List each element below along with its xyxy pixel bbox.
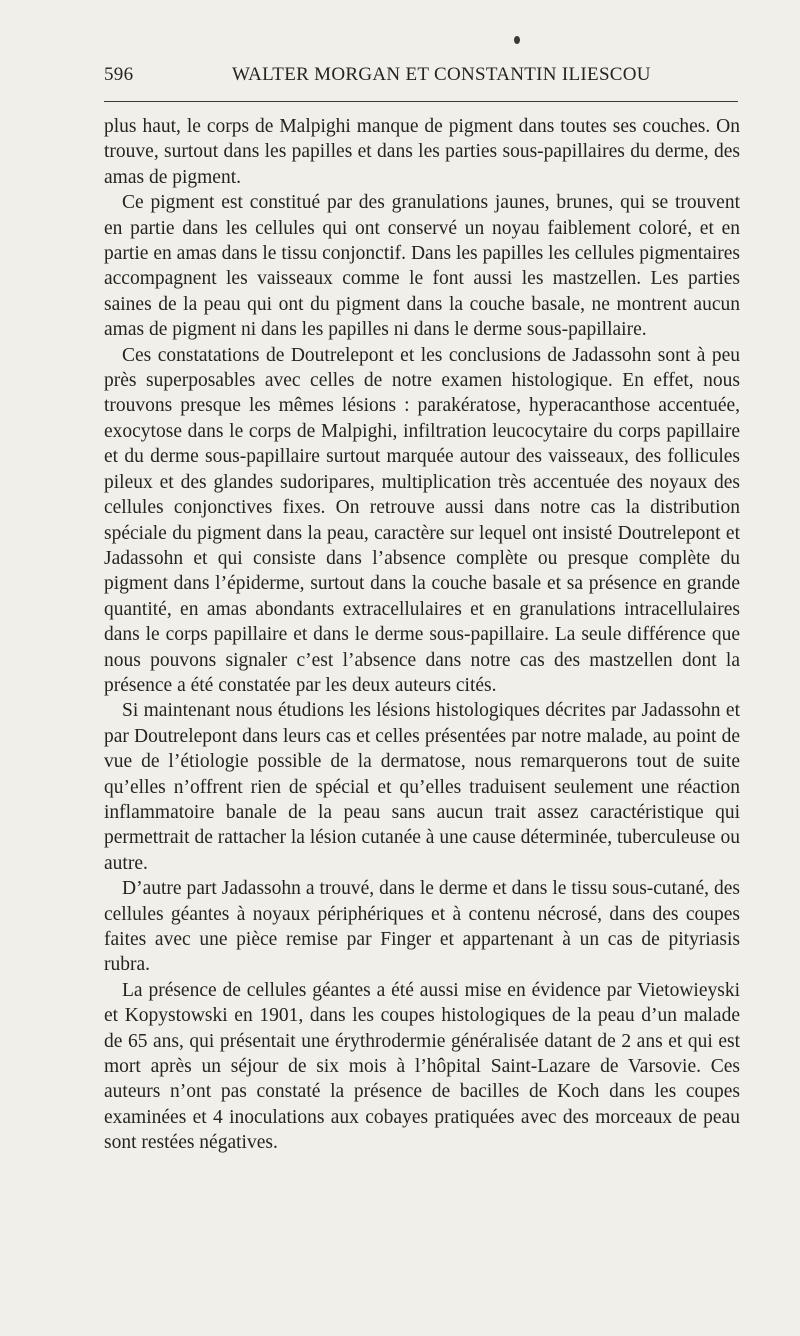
paragraph: La présence de cellules géantes a été aussi mise en évidence par Vietowieyski et Kopystowski en 1901, dans les coupes histologiques de la peau d’un malade de 65 ans, qui présentait une érythrodermie généralisée datant de 2 ans et qui est mort après un séjour de six mois à l’hôpital Saint-Lazare de Varsovie. Ces auteurs n’ont pas constaté la présence de bacilles de Koch dans les coupes examinées et 4 inoculations aux cobayes pratiquées avec des morceaux de peau sont restées négatives. [104,979,740,1154]
running-title: WALTER MORGAN ET CONSTANTIN ILIESCOU [232,64,651,85]
body-text [104,114,740,1156]
paragraph: D’autre part Jadassohn a trouvé, dans le derme et dans le tissu sous-cutané, des cellules géantes à noyaux périphériques et à contenu nécrosé, dans des coupes faites avec une pièce remise par Finger et appartenant à un cas de pityriasis rubra. [104,878,740,976]
paragraph: Ces constatations de Doutrelepont et les conclusions de Jadassohn sont à peu près superposables avec celles de notre examen histologique. En effet, nous trouvons presque les mêmes lésions : parakératose, hyperacanthose accentuée, exocytose dans le corps de Malpighi, infiltration leucocytaire du corps papillaire et du derme sous-papillaire surtout marquée autour des vaisseaux, des follicules pileux et des glandes sudoripares, multiplication très accentuée des noyaux des cellules conjonctives fixes. On retrouve aussi dans notre cas la distribution spéciale du pigment dans la peau, caractère sur lequel ont insisté Doutrelepont et Jadassohn et qui consiste dans l’absence complète ou presque complète du pigment dans l’épiderme, surtout dans la couche basale et sa présence en grande quantité, en amas abondants extracellulaires et en granulations intracellulaires dans le corps papillaire et dans le derme sous-papillaire. La seule différence que nous pouvons signaler c’est l’absence dans notre cas des mastzellen dont la présence a été constatée par les deux auteurs cités. [104,344,740,696]
paragraph: Ce pigment est constitué par des granulations jaunes, brunes, qui se trouvent en partie dans les cellules qui ont conservé un noyau faiblement coloré, et en partie en amas dans le tissu conjonctif. Dans les papilles les cellules pigmentaires accompagnent les vaisseaux comme le font aussi les mastzellen. Les parties saines de la peau qui ont du pigment dans la couche basale, ne montrent aucun amas de pigment ni dans les papilles ni dans le derme sous-papillaire. [104,192,740,341]
header-rule [104,101,738,102]
running-head [104,62,738,88]
paragraph: Si maintenant nous étudions les lésions histologiques décrites par Jadassohn et par Doutrelepont dans leurs cas et celles présentées par notre malade, au point de vue de l’étiologie possible de la dermatose, nous remarquerons tout de suite qu’elles n’offrent rien de spécial et qu’elles traduisent seulement une réaction inflammatoire banale de la peau sans aucun trait assez caractéristique qui permettrait de rattacher la lésion cutanée à une cause déterminée, tuberculeuse ou autre. [104,700,740,874]
paragraph-continuation: plus haut, le corps de Malpighi manque de pigment dans toutes ses couches. On trouve, surtout dans les papilles et dans les parties sous-papillaires du derme, des amas de pigment. [104,116,740,188]
ink-speck [514,36,520,44]
page-number: 596 [104,64,134,85]
